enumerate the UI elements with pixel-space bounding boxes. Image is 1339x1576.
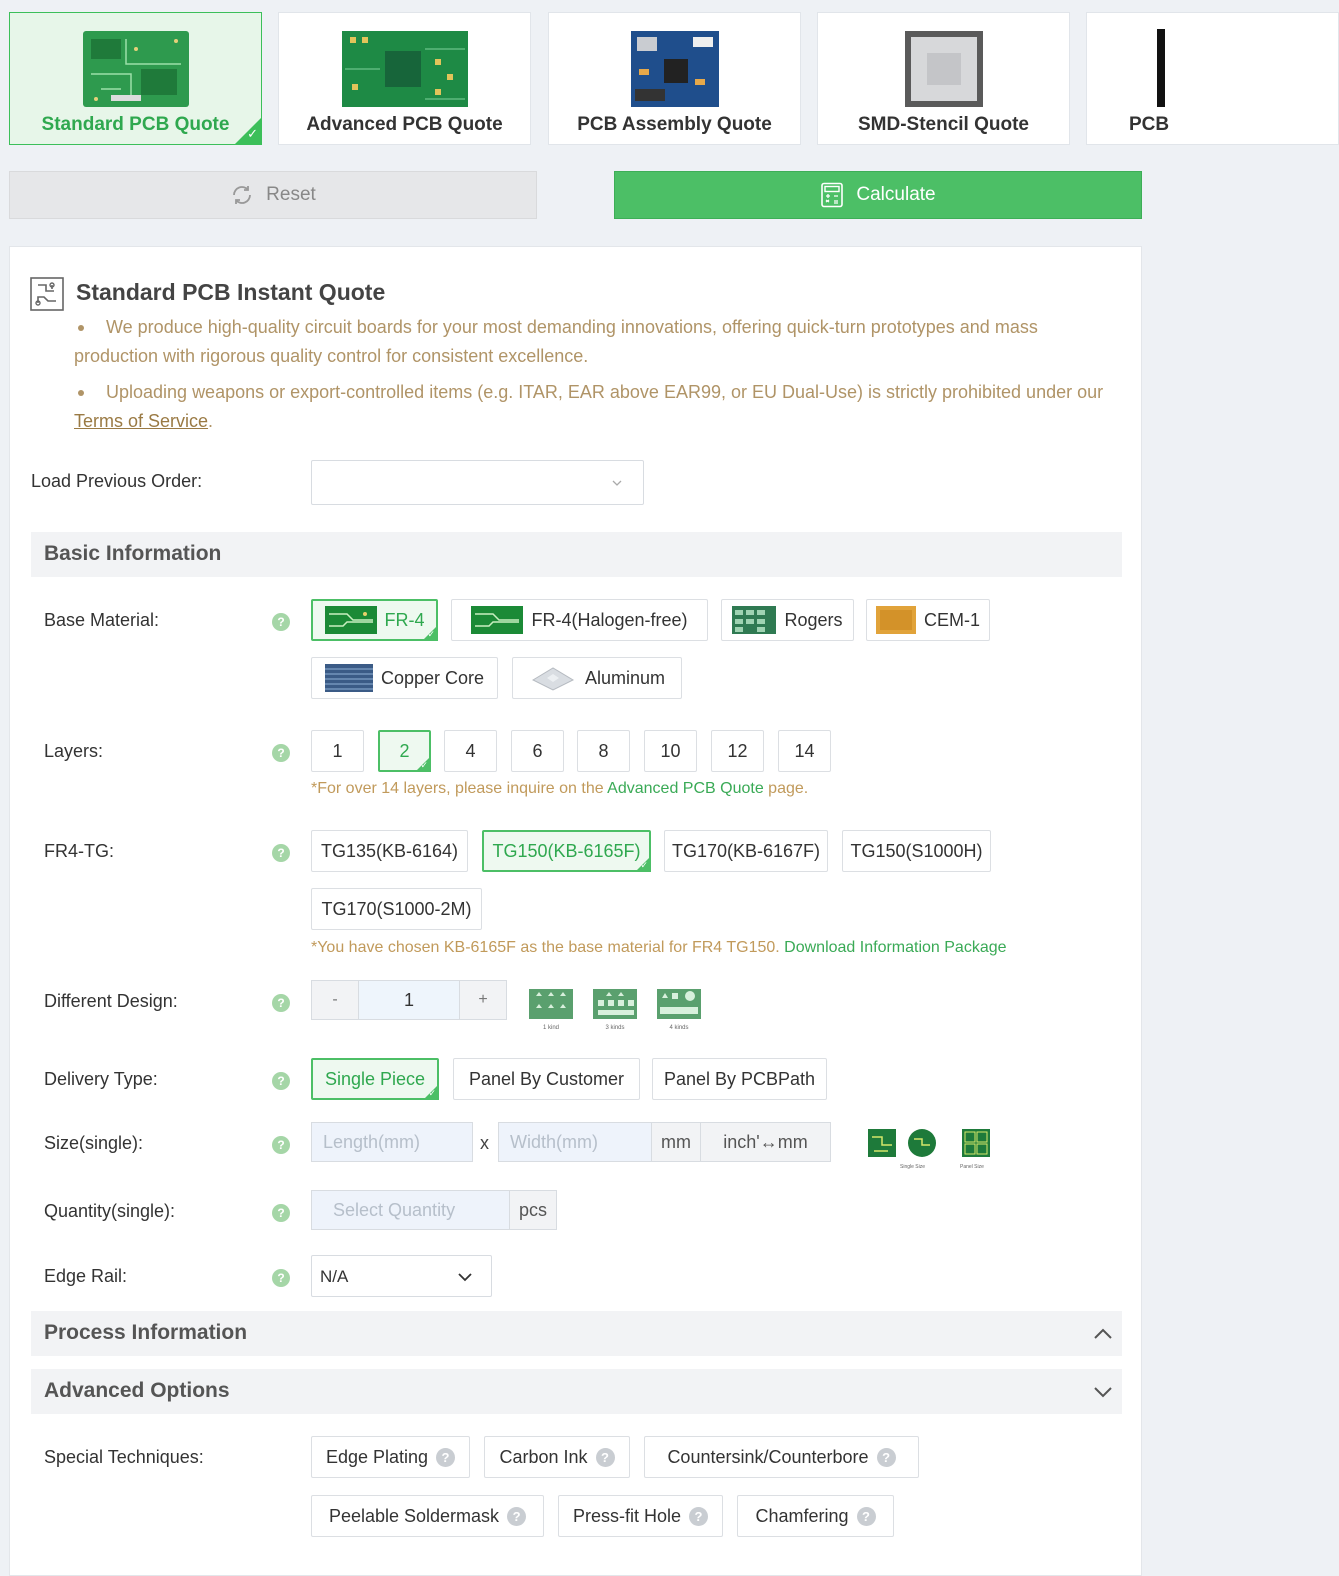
notice-suffix: . [208,411,214,431]
times-sign: x [480,1133,489,1153]
layers-option-14[interactable] [778,730,831,772]
option-label: TG135(KB-6164) [320,840,459,861]
bullet [78,390,84,396]
panel-size-illustration [960,1127,1000,1169]
design-3-kinds-illustration [592,988,642,1030]
check-icon: ✓ [640,860,648,870]
special-carbon-ink[interactable] [484,1436,630,1478]
product-tabs [9,12,1170,158]
option-label: CEM-1 [923,609,980,630]
section-title: Advanced Options [44,1379,230,1402]
decrement-button[interactable]: - [312,981,359,1019]
edge-rail-select[interactable] [311,1255,492,1297]
quote-card [9,246,1142,1576]
option-label: TG150(KB-6165F) [492,840,641,861]
increment-button[interactable]: + [459,981,506,1019]
option-label: Copper Core [380,667,485,688]
different-design-value[interactable]: 1 [359,981,459,1019]
fr4-swatch-image [325,606,377,634]
special-peelable-soldermask[interactable] [311,1495,544,1537]
design-4-kinds-illustration [656,988,706,1030]
option-label: Chamfering [755,1505,849,1526]
smd-stencil-image [903,29,985,109]
size-caption: Panel Size [960,1164,984,1170]
fr4-tg-option-tg150-kb6165f[interactable] [482,830,651,872]
cem1-swatch-image [876,606,916,634]
fr4-halogen-free-swatch-image [471,606,523,634]
length-input[interactable]: Length(mm) [311,1122,473,1162]
help-icon[interactable]: ? [436,1448,455,1467]
help-icon[interactable]: ? [507,1507,526,1526]
check-icon: ✓ [247,126,258,141]
fr4-tg-label: FR4-TG: [44,841,114,861]
chevron-up-icon[interactable] [1092,1323,1114,1345]
help-icon[interactable]: ? [272,844,290,862]
base-material-copper-core[interactable] [311,657,498,699]
chevron-down-icon [457,1271,473,1283]
option-label: Aluminum [584,667,666,688]
help-icon[interactable]: ? [272,1136,290,1154]
advanced-pcb-image [340,29,470,109]
calculate-label: Calculate [856,184,936,205]
aluminum-swatch-image [529,664,577,692]
size-unit-label: mm [651,1122,701,1162]
fr4-tg-option-tg135-kb6164[interactable] [311,830,468,872]
notice-text: We produce high-quality circuit boards for your most demanding innovations, offering quick-turn prototypes and mass production with rigorous quality control for consistent excellence. [74,317,1038,366]
fr4-tg-option-tg170-kb6167f[interactable] [664,830,828,872]
pcb-assembly-image [629,29,721,109]
bullet [78,325,84,331]
layers-option-8[interactable] [577,730,630,772]
edge-rail-value: N/A [320,1267,349,1286]
option-label: Panel By Customer [468,1068,625,1089]
tab-label: Standard PCB Quote [41,114,230,135]
reset-label: Reset [266,184,316,205]
option-label: 6 [532,740,543,761]
delivery-panel-by-customer[interactable] [453,1058,640,1100]
notice-export [74,378,1124,436]
layers-option-10[interactable] [644,730,697,772]
section-title: Basic Information [44,542,222,565]
help-icon[interactable]: ? [689,1507,708,1526]
advanced-options-section[interactable] [31,1369,1122,1414]
tab-label: PCB [1129,114,1170,135]
option-label: Press-fit Hole [572,1505,682,1526]
help-icon[interactable]: ? [596,1448,615,1467]
special-chamfering[interactable] [737,1495,894,1537]
option-label: Edge Plating [325,1446,429,1467]
help-icon[interactable]: ? [272,994,290,1012]
check-icon: ✓ [428,1088,436,1098]
pcb-design-icon [30,277,64,311]
download-information-package-link[interactable]: Download Information Package [784,939,1007,956]
help-icon[interactable]: ? [272,1072,290,1090]
panel-size-image [960,1127,992,1159]
notice-quality [74,313,1124,371]
panel-3-kinds-image [592,988,638,1020]
layers-hint [311,780,808,798]
single-size-illustration [866,1127,946,1169]
different-design-label: Different Design: [44,991,178,1011]
check-icon: ✓ [420,760,428,770]
quantity-select[interactable]: Select Quantity [311,1190,510,1230]
different-design-stepper[interactable] [311,980,507,1020]
option-label: Panel By PCBPath [663,1068,816,1089]
base-material-cem1[interactable] [866,599,990,641]
advanced-pcb-quote-link[interactable]: Advanced PCB Quote [607,780,764,797]
edge-rail-label: Edge Rail: [44,1266,128,1286]
design-caption: 3 kinds [605,1025,625,1031]
design-caption: 1 kind [542,1025,559,1031]
option-label: Rogers [784,609,843,630]
hint-suffix: page. [763,780,809,797]
width-input[interactable]: Width(mm) [498,1122,652,1162]
option-label: FR-4 [384,609,425,630]
tab-standard-pcb-quote[interactable] [9,12,262,145]
size-label: Size(single): [44,1133,144,1153]
help-icon[interactable]: ? [272,1269,290,1287]
refresh-icon [230,183,254,207]
option-label: 12 [727,740,748,761]
option-label: Countersink/Counterbore [667,1446,869,1467]
option-label: Peelable Soldermask [328,1505,500,1526]
option-label: TG170(S1000-2M) [321,898,472,919]
special-press-fit-hole[interactable] [558,1495,723,1537]
check-icon: ✓ [427,629,435,639]
terms-of-service-link[interactable]: Terms of Service [74,411,209,431]
design-1-kind-illustration [528,988,578,1030]
help-icon[interactable]: ? [272,613,290,631]
help-icon[interactable]: ? [857,1507,876,1526]
size-caption: Single Size [900,1164,926,1170]
layers-label: Layers: [44,741,104,761]
option-label: 10 [660,740,681,761]
rogers-swatch-image [732,606,776,634]
standard-pcb-image [81,29,191,109]
chevron-down-icon [611,478,623,488]
option-label: FR-4(Halogen-free) [531,609,688,630]
help-icon[interactable]: ? [272,1204,290,1222]
help-icon[interactable]: ? [877,1448,896,1467]
option-label: 2 [399,740,410,761]
fr4-tg-hint [311,939,1007,957]
tab-smd-stencil-quote[interactable] [817,12,1070,145]
notice-text: Uploading weapons or export-controlled items (e.g. ITAR, EAR above EAR99, or EU Dual-Use) is strictly prohibited under our [106,382,1104,402]
hint-text: *For over 14 layers, please inquire on the [311,780,608,797]
help-icon[interactable]: ? [272,744,290,762]
delivery-single-piece[interactable] [311,1058,439,1100]
layers-option-6[interactable] [511,730,564,772]
load-previous-select[interactable] [311,460,644,505]
option-label: Carbon Ink [499,1446,588,1467]
load-previous-label: Load Previous Order: [31,471,203,491]
quantity-unit-label: pcs [509,1190,557,1230]
process-information-section[interactable] [31,1311,1122,1356]
fr4-tg-option-tg170-s1000-2m[interactable] [311,888,482,930]
calculate-button[interactable] [614,171,1142,219]
pcb-image [1157,29,1165,107]
reset-button[interactable] [9,171,537,219]
section-title: Process Information [44,1321,248,1344]
option-label: TG170(KB-6167F) [671,840,821,861]
tab-label: PCB Assembly Quote [577,114,772,135]
layers-option-2[interactable] [378,730,431,772]
fr4-tg-option-tg150-s1000h[interactable] [842,830,991,872]
option-label: 14 [794,740,815,761]
base-material-rogers[interactable] [721,599,854,641]
base-material-fr4-halogen-free[interactable] [451,599,708,641]
option-label: 8 [598,740,609,761]
tab-pcb-more[interactable] [1086,12,1339,145]
panel-1-kind-image [528,988,574,1020]
tab-advanced-pcb-quote[interactable] [278,12,531,145]
base-material-label: Base Material: [44,610,160,630]
design-caption: 4 kinds [669,1025,689,1031]
delivery-type-label: Delivery Type: [44,1069,158,1089]
base-material-fr4[interactable] [311,599,438,641]
quantity-label: Quantity(single): [44,1201,176,1221]
tab-label: Advanced PCB Quote [306,114,503,135]
option-label: 4 [465,740,476,761]
special-countersink-counterbore[interactable] [644,1436,919,1478]
hint-text: *You have chosen KB-6165F as the base material for FR4 TG150. [311,939,785,956]
layers-option-12[interactable] [711,730,764,772]
single-size-image [866,1127,942,1159]
chevron-down-icon[interactable] [1092,1381,1114,1403]
option-label: TG150(S1000H) [850,840,983,861]
base-material-aluminum[interactable] [512,657,682,699]
option-label: Single Piece [324,1068,426,1089]
option-label: 1 [332,740,343,761]
calculator-icon [820,182,844,208]
copper-core-swatch-image [325,664,373,692]
tab-label: SMD-Stencil Quote [857,114,1029,135]
page-title: Standard PCB Instant Quote [76,279,386,305]
panel-4-kinds-image [656,988,702,1020]
layers-option-1[interactable] [311,730,364,772]
tab-pcb-assembly-quote[interactable] [548,12,801,145]
delivery-panel-by-pcbpath[interactable] [652,1058,827,1100]
inch-mm-convert-button[interactable]: inch'↔mm [700,1122,831,1162]
basic-information-section[interactable] [31,532,1122,577]
layers-option-4[interactable] [444,730,497,772]
special-edge-plating[interactable] [311,1436,470,1478]
special-techniques-label: Special Techniques: [44,1447,204,1467]
